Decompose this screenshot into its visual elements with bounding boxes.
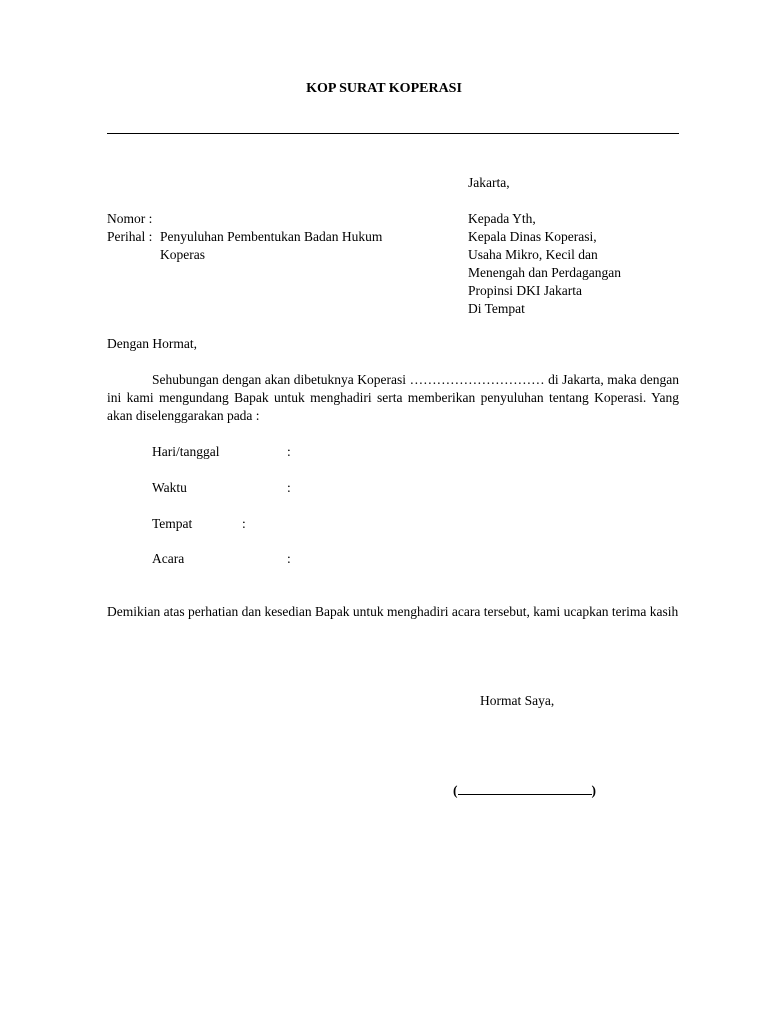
schedule-colon: : xyxy=(287,444,291,459)
signature-salutation: Hormat Saya, xyxy=(480,693,555,708)
signature-blank xyxy=(458,781,592,795)
recipient-line: Usaha Mikro, Kecil dan xyxy=(468,247,598,262)
body-paragraph: Sehubungan dengan akan dibetuknya Koperasi ………………………… di Jakarta, maka dengan ini kami mengundang Bapak untuk menghadiri serta memberikan penyuluhan tentang Koperasi. Yang akan diselenggarakan pada : xyxy=(107,372,679,423)
schedule-colon: : xyxy=(287,551,291,566)
letterhead-title: KOP SURAT KOPERASI xyxy=(306,81,462,96)
recipient-line: Di Tempat xyxy=(468,301,525,316)
schedule-label-place: Tempat xyxy=(152,516,193,531)
nomor-label: Nomor : xyxy=(107,211,153,226)
recipient-line: Kepada Yth, xyxy=(468,211,536,226)
signature-open-paren: ( xyxy=(453,783,458,798)
perihal-line-2: Koperas xyxy=(160,247,205,262)
schedule-colon: : xyxy=(287,480,291,495)
header-divider xyxy=(107,133,679,134)
recipient-line: Propinsi DKI Jakarta xyxy=(468,283,582,298)
place-date: Jakarta, xyxy=(468,175,510,190)
recipient-line: Menengah dan Perdagangan xyxy=(468,265,621,280)
signature-close-paren: ) xyxy=(591,783,596,798)
greeting: Dengan Hormat, xyxy=(107,336,197,351)
closing-paragraph: Demikian atas perhatian dan kesedian Bapak untuk menghadiri acara tersebut, kami ucapkan terima kasih xyxy=(107,604,679,619)
schedule-label-time: Waktu xyxy=(152,480,187,495)
schedule-label-date: Hari/tanggal xyxy=(152,444,220,459)
signature-line xyxy=(453,781,596,800)
recipient-line: Kepala Dinas Koperasi, xyxy=(468,229,597,244)
schedule-label-agenda: Acara xyxy=(152,551,185,566)
perihal-label: Perihal : xyxy=(107,229,153,244)
schedule-colon: : xyxy=(242,516,246,531)
perihal-line-1: Penyuluhan Pembentukan Badan Hukum xyxy=(160,229,383,244)
